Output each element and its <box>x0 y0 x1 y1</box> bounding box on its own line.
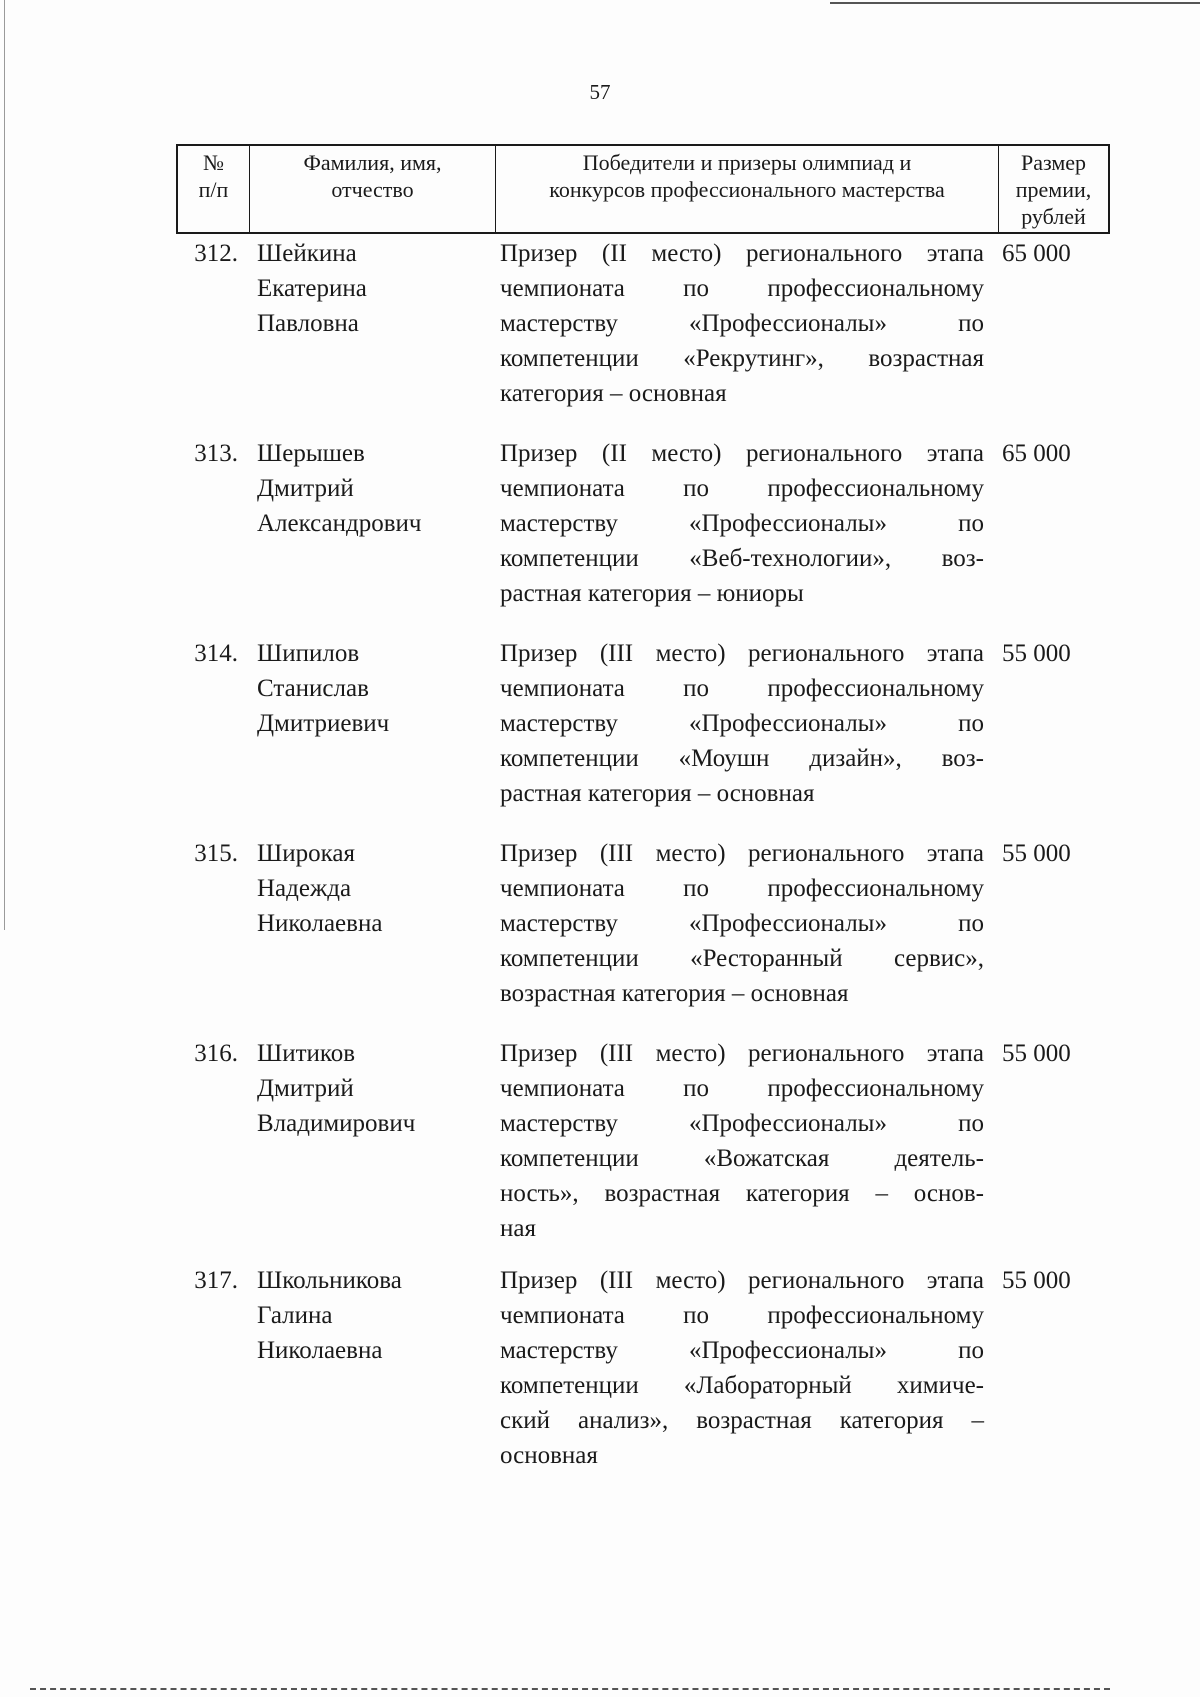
achievement-line: ский анализ», возрастная категория – <box>500 1407 984 1434</box>
achievement-line: компетенции «Веб-технологии», воз- <box>500 545 984 572</box>
achievement-line: растная категория – юниоры <box>500 580 804 607</box>
row-full-name: Шитиков Дмитрий Владимирович <box>257 1040 416 1137</box>
row-full-name: Шипилов Станислав Дмитриевич <box>257 640 390 737</box>
row-prize-amount: 55 000 <box>1002 640 1071 667</box>
achievement-line: чемпионата по профессиональному <box>500 275 984 302</box>
achievement-line: чемпионата по профессиональному <box>500 1302 984 1329</box>
row-prize-amount: 65 000 <box>1002 240 1071 267</box>
achievement-line: мастерству «Профессионалы» по <box>500 710 984 737</box>
row-full-name: Школьникова Галина Николаевна <box>257 1267 402 1364</box>
achievement-line: ная <box>500 1215 536 1242</box>
scan-top-edge <box>830 2 1200 4</box>
row-achievement <box>500 836 984 1011</box>
achievement-line: чемпионата по профессиональному <box>500 1075 984 1102</box>
achievement-line: Призер (III место) регионального этапа <box>500 840 984 867</box>
achievement-line: мастерству «Профессионалы» по <box>500 910 984 937</box>
row-number: 312. <box>194 240 238 267</box>
achievement-line: Призер (II место) регионального этапа <box>500 440 984 467</box>
achievement-line: чемпионата по профессиональному <box>500 475 984 502</box>
achievement-line: чемпионата по профессиональному <box>500 875 984 902</box>
header-achievement: Победители и призеры олимпиад и конкурсов профессионального мастерства <box>496 146 999 232</box>
achievement-line: основная <box>500 1442 598 1469</box>
row-full-name: Шерышев Дмитрий Александрович <box>257 440 422 537</box>
scan-margin-line <box>4 0 5 930</box>
achievement-line: мастерству «Профессионалы» по <box>500 310 984 337</box>
achievement-line: компетенции «Моушн дизайн», воз- <box>500 745 984 772</box>
achievement-line: ность», возрастная категория – основ- <box>500 1180 984 1207</box>
row-achievement <box>500 1036 984 1246</box>
achievement-line: компетенции «Вожатская деятель- <box>500 1145 984 1172</box>
row-number: 313. <box>194 440 238 467</box>
header-full-name: Фамилия, имя, отчество <box>250 146 496 232</box>
row-number: 317. <box>194 1267 238 1294</box>
achievement-line: Призер (III место) регионального этапа <box>500 1040 984 1067</box>
header-number: № п/п <box>178 146 250 232</box>
page-number: 57 <box>589 80 611 104</box>
row-achievement <box>500 636 984 811</box>
row-number: 315. <box>194 840 238 867</box>
table-header <box>176 144 1110 234</box>
achievement-line: Призер (III место) регионального этапа <box>500 1267 984 1294</box>
scan-bottom-edge <box>30 1688 1110 1690</box>
achievement-line: компетенции «Ресторанный сервис», <box>500 945 984 972</box>
row-number: 316. <box>194 1040 238 1067</box>
achievement-line: растная категория – основная <box>500 780 815 807</box>
row-full-name: Широкая Надежда Николаевна <box>257 840 383 937</box>
achievement-line: мастерству «Профессионалы» по <box>500 1337 984 1364</box>
achievement-line: Призер (II место) регионального этапа <box>500 240 984 267</box>
row-prize-amount: 65 000 <box>1002 440 1071 467</box>
row-achievement <box>500 436 984 611</box>
row-prize-amount: 55 000 <box>1002 1040 1071 1067</box>
row-prize-amount: 55 000 <box>1002 840 1071 867</box>
row-achievement <box>500 236 984 411</box>
achievement-line: компетенции «Рекрутинг», возрастная <box>500 345 984 372</box>
achievement-line: возрастная категория – основная <box>500 980 849 1007</box>
row-full-name: Шейкина Екатерина Павловна <box>257 240 367 337</box>
row-achievement <box>500 1263 984 1473</box>
achievement-line: мастерству «Профессионалы» по <box>500 1110 984 1137</box>
row-number: 314. <box>194 640 238 667</box>
achievement-line: компетенции «Лабораторный химиче- <box>500 1372 984 1399</box>
row-prize-amount: 55 000 <box>1002 1267 1071 1294</box>
achievement-line: чемпионата по профессиональному <box>500 675 984 702</box>
achievement-line: мастерству «Профессионалы» по <box>500 510 984 537</box>
achievement-line: Призер (III место) регионального этапа <box>500 640 984 667</box>
header-prize-amount: Размер премии, рублей <box>1015 150 1092 229</box>
achievement-line: категория – основная <box>500 380 727 407</box>
